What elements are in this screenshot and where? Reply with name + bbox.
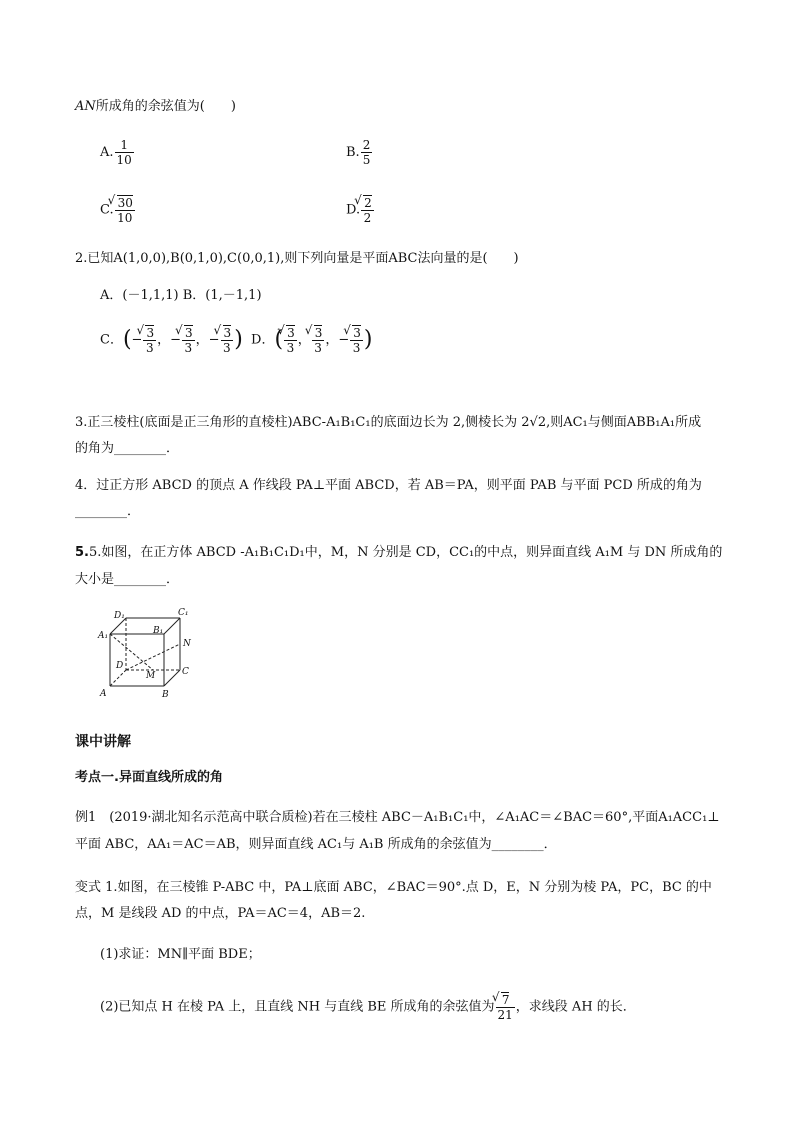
- q1-option-d: [346, 195, 375, 225]
- q1-stem-tail: [75, 97, 236, 117]
- fraction: $\frac{2}{5}$: [362, 138, 371, 167]
- q3-line1: 3.正三棱柱(底面是正三角形的直棱柱)ABC-A₁B₁C₁的底面边长为 2,侧棱长为 2√2,则AC₁与侧面ABB₁A₁所成: [75, 415, 702, 430]
- option-label: A.: [100, 145, 114, 160]
- q4-line1: 4．过正方形 ABCD 的顶点 A 作线段 PA⊥平面 ABCD，若 AB＝PA，则平面 PAB 与平面 PCD 所成的角为: [75, 478, 702, 493]
- variant1-line2: 点，M 是线段 AD 的中点，PA＝AC＝4，AB＝2.: [75, 906, 366, 921]
- label-a1: A₁: [98, 631, 109, 641]
- label-d1: D₁: [114, 611, 125, 621]
- label-d: D: [116, 661, 124, 671]
- example1-line1: 例1 (2019·湖北知名示范高中联合质检)若在三棱柱 ABC－A₁B₁C₁中，∠A₁AC＝∠BAC＝60°,平面A₁ACC₁⊥: [75, 810, 720, 825]
- q5-line2: 大小是________．: [75, 572, 180, 587]
- option-label: C.: [100, 202, 114, 218]
- label-c1: C₁: [178, 608, 189, 618]
- q4-line2: ________．: [75, 504, 141, 519]
- label-b1: B₁: [153, 626, 164, 636]
- kaodian-title: 考点一.异面直线所成的角: [75, 770, 223, 785]
- section-title: 课中讲解: [75, 734, 131, 750]
- label-n: N: [183, 639, 191, 649]
- q1-var: AN: [75, 99, 96, 114]
- q1-option-a: [100, 138, 135, 167]
- fraction: √ $\frac{2}{2}$: [361, 195, 374, 225]
- option-label: B.: [346, 145, 360, 160]
- q1-option-c: [100, 195, 136, 225]
- variant1-part2: (2)已知点 H 在棱 PA 上，且直线 NH 与直线 BE 所成角的余弦值为 √ $\frac{7}{21}$ ，求线段 AH 的长．: [100, 992, 636, 1023]
- option-label: C．: [100, 332, 123, 348]
- label-a: A: [100, 689, 107, 699]
- q5-line1: 5.5.如图，在正方体 ABCD -A₁B₁C₁D₁中，M，N 分别是 CD，CC₁的中点，则异面直线 A₁M 与 DN 所成角的: [75, 545, 723, 560]
- variant1-part1: (1)求证：MN∥平面 BDE；: [100, 947, 261, 962]
- fraction: √ $\frac{30}{10}$: [115, 195, 135, 225]
- q2-options-cd: C．(− √ $\frac{3}{3}$ ，− √ $\frac{3}{3}$ ，− √ $\frac{3}{3}$ ) D．( √ $\frac{3}{3}$ ， √ $\frac{3}{3}$ ，− √ $\frac{3}{3}$ ): [100, 325, 373, 356]
- q1-option-b: [346, 138, 373, 167]
- label-m: M: [146, 671, 156, 681]
- label-c: C: [182, 667, 189, 677]
- option-label: D.: [346, 202, 361, 218]
- cube-figure: [96, 606, 196, 702]
- variant1-line1: 变式 1.如图，在三棱锥 P-ABC 中，PA⊥底面 ABC，∠BAC＝90°.点 D，E，N 分别为棱 PA，PC，BC 的中: [75, 880, 712, 895]
- example1-line2: 平面 ABC，AA₁＝AC＝AB，则异面直线 AC₁与 A₁B 所成角的余弦值为________．: [75, 837, 557, 852]
- fraction: $\frac{1}{10}$: [116, 138, 132, 167]
- fraction: √ $\frac{7}{21}$: [496, 992, 515, 1022]
- label-b: B: [162, 690, 169, 700]
- q2-stem: 2.已知A(1,0,0),B(0,1,0),C(0,0,1),则下列向量是平面ABC法向量的是( ): [75, 251, 519, 266]
- q2-options-ab: A．(－1,1,1) B．(1,－1,1): [100, 288, 262, 303]
- option-label: D．: [251, 332, 275, 348]
- q1-tail-text: 所成角的余弦值为( ): [95, 99, 236, 114]
- q3-line2: 的角为________．: [75, 441, 180, 456]
